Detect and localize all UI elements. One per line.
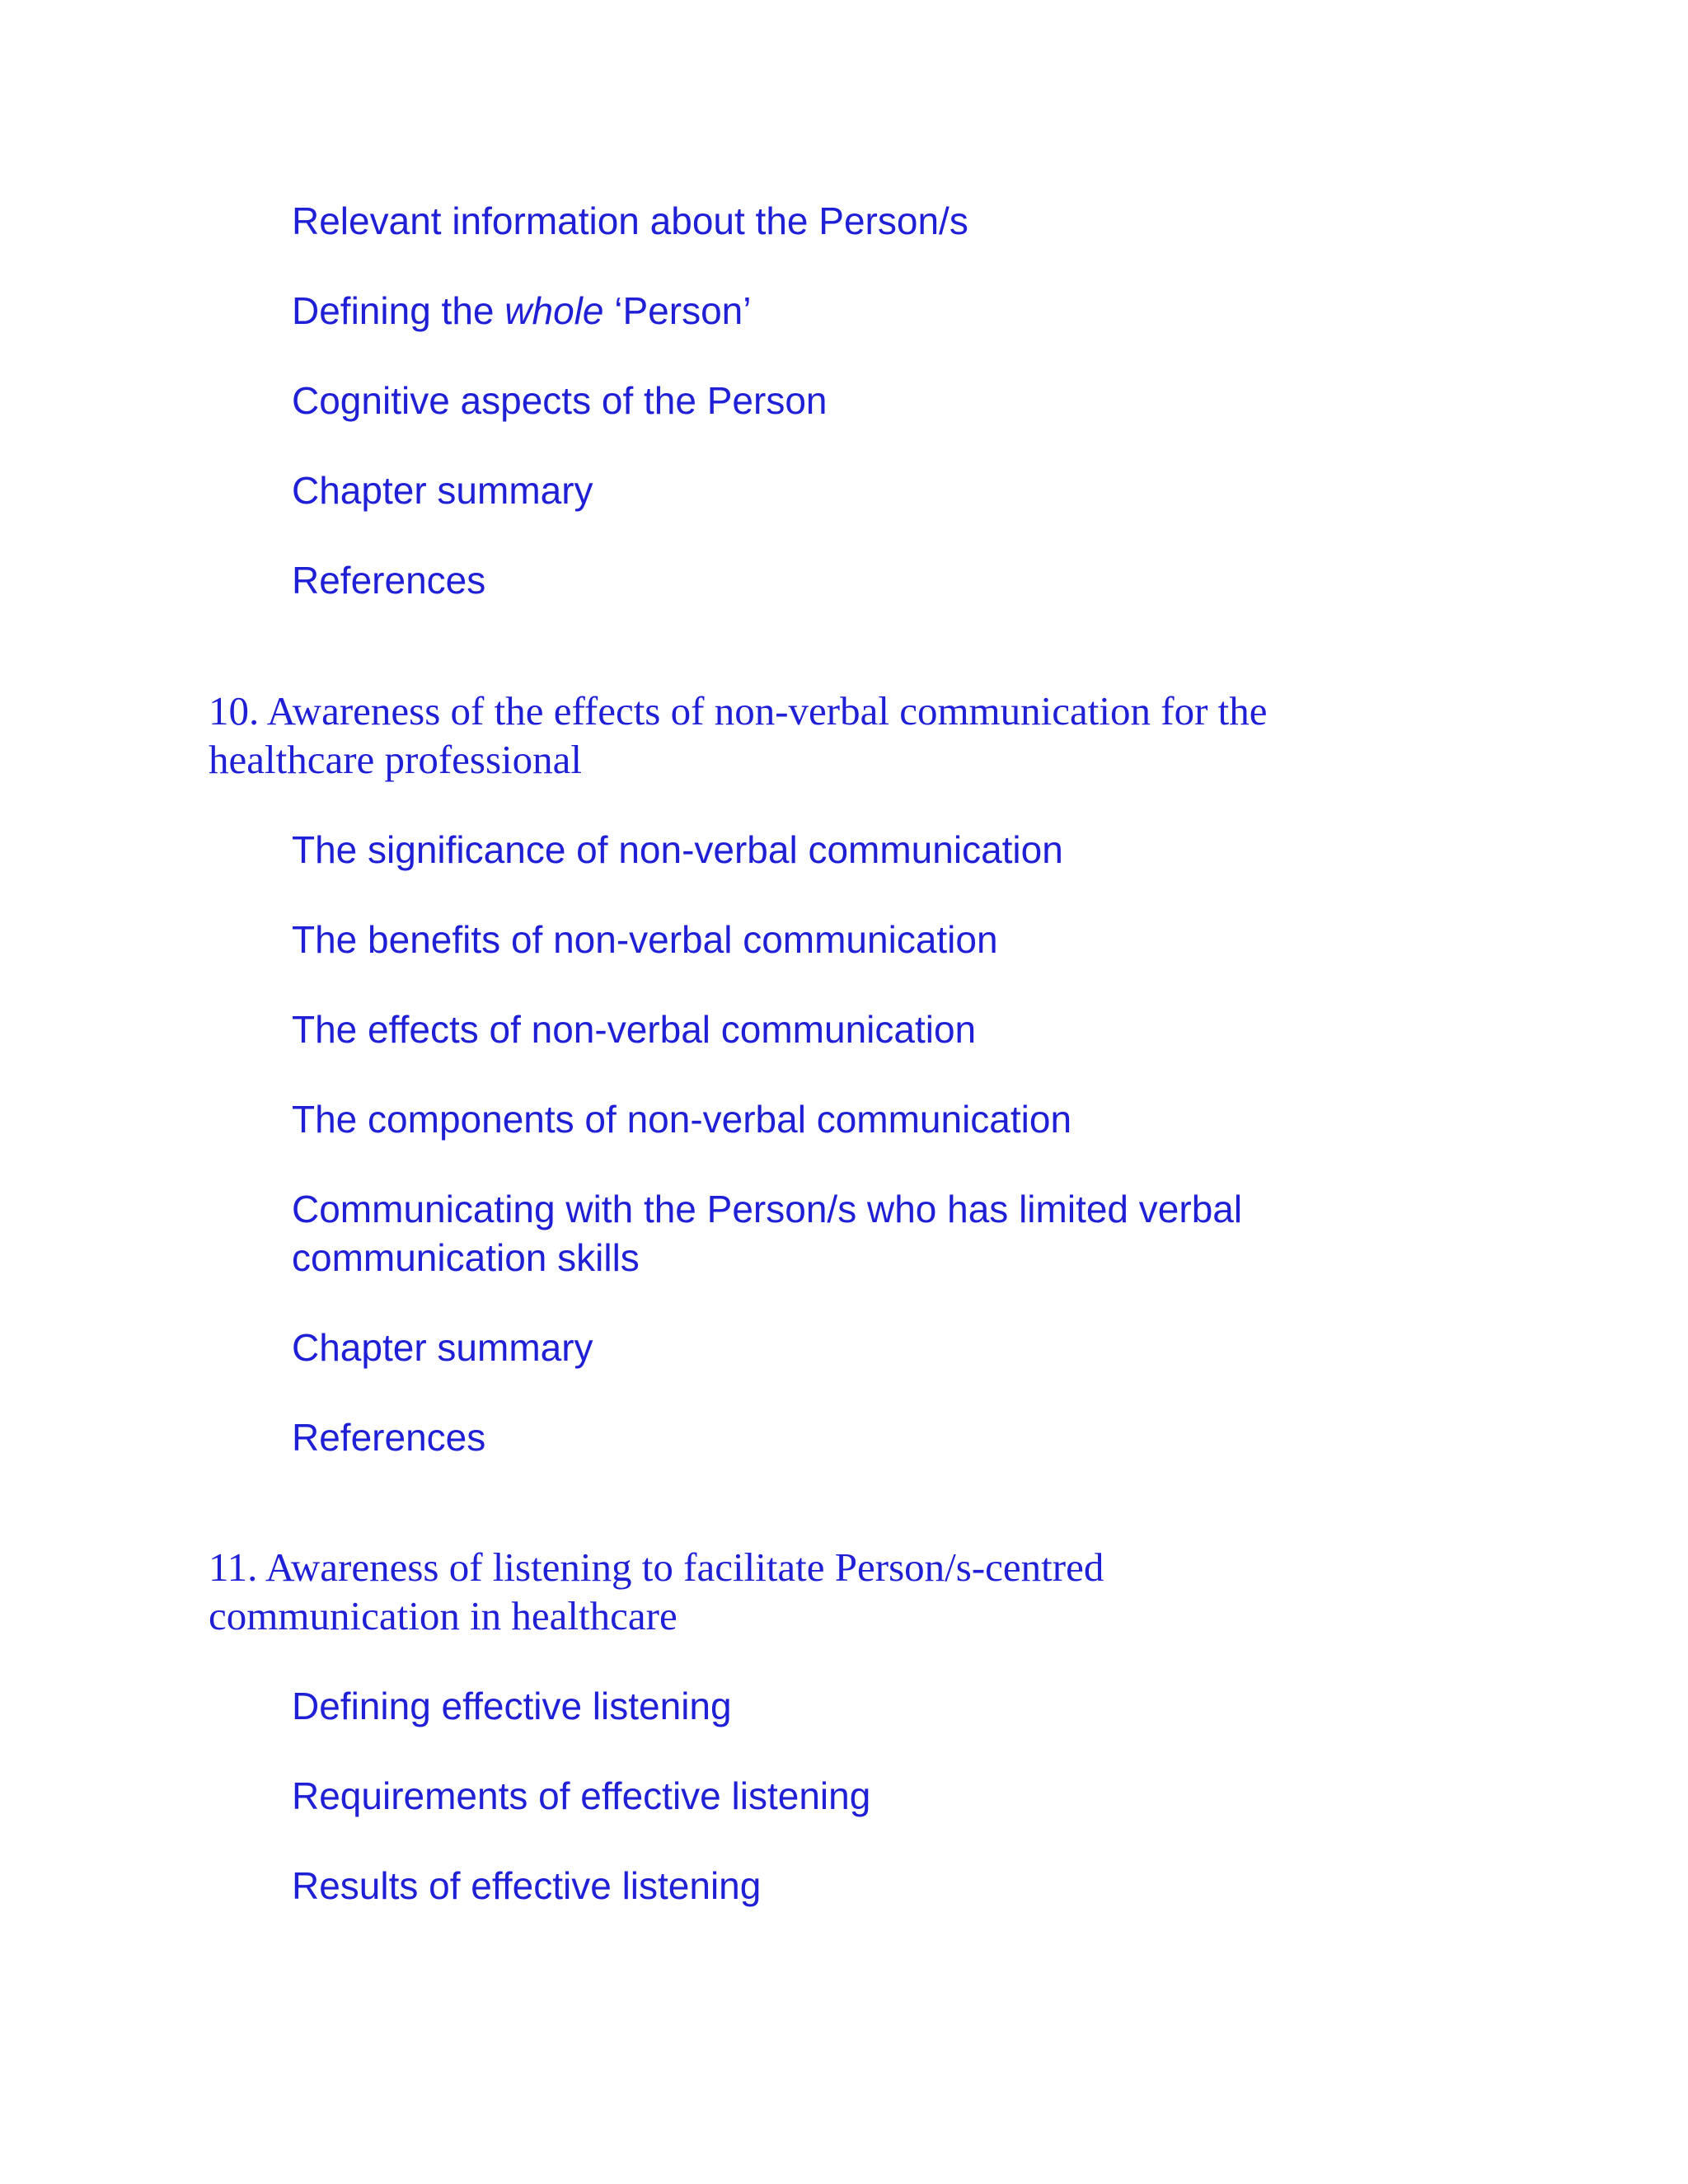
chapter-10-heading-line2[interactable]: healthcare professional	[209, 737, 583, 782]
toc-entry-requirements-effective-listening[interactable]: Requirements of effective listening	[292, 1774, 871, 1817]
toc-entry-significance-nonverbal[interactable]: The significance of non-verbal communication	[292, 828, 1063, 871]
toc-entry-components-nonverbal[interactable]: The components of non-verbal communication	[292, 1098, 1072, 1141]
entry-emphasis-text: whole	[504, 289, 604, 332]
toc-entry-communicating-limited-verbal-line2[interactable]: communication skills	[292, 1236, 640, 1279]
toc-entry-chapter-summary[interactable]: Chapter summary	[292, 469, 593, 512]
toc-entry-cognitive-aspects[interactable]: Cognitive aspects of the Person	[292, 379, 828, 422]
toc-entry-effects-nonverbal[interactable]: The effects of non-verbal communication	[292, 1008, 977, 1051]
entry-text-before: Defining the	[292, 289, 505, 332]
entry-text-after: ‘Person’	[603, 289, 752, 332]
chapter-11-heading-line2[interactable]: communication in healthcare	[209, 1593, 678, 1638]
toc-entry-defining-whole-person[interactable]	[292, 286, 751, 335]
toc-entry-defining-effective-listening[interactable]: Defining effective listening	[292, 1685, 732, 1727]
toc-entry-relevant-information[interactable]: Relevant information about the Person/s	[292, 199, 968, 242]
toc-entry-communicating-limited-verbal-line1[interactable]: Communicating with the Person/s who has limited verbal	[292, 1188, 1243, 1230]
toc-entry-benefits-nonverbal[interactable]: The benefits of non-verbal communication	[292, 918, 998, 961]
chapter-11-heading-line1[interactable]: 11. Awareness of listening to facilitate Person/s-centred	[209, 1544, 1104, 1590]
toc-entry-references[interactable]: References	[292, 559, 486, 602]
chapter-10-heading-line1[interactable]: 10. Awareness of the effects of non-verbal communication for the	[209, 688, 1268, 733]
toc-entry-references[interactable]: References	[292, 1416, 486, 1459]
toc-entry-results-effective-listening[interactable]: Results of effective listening	[292, 1864, 762, 1907]
toc-entry-chapter-summary[interactable]: Chapter summary	[292, 1326, 593, 1369]
